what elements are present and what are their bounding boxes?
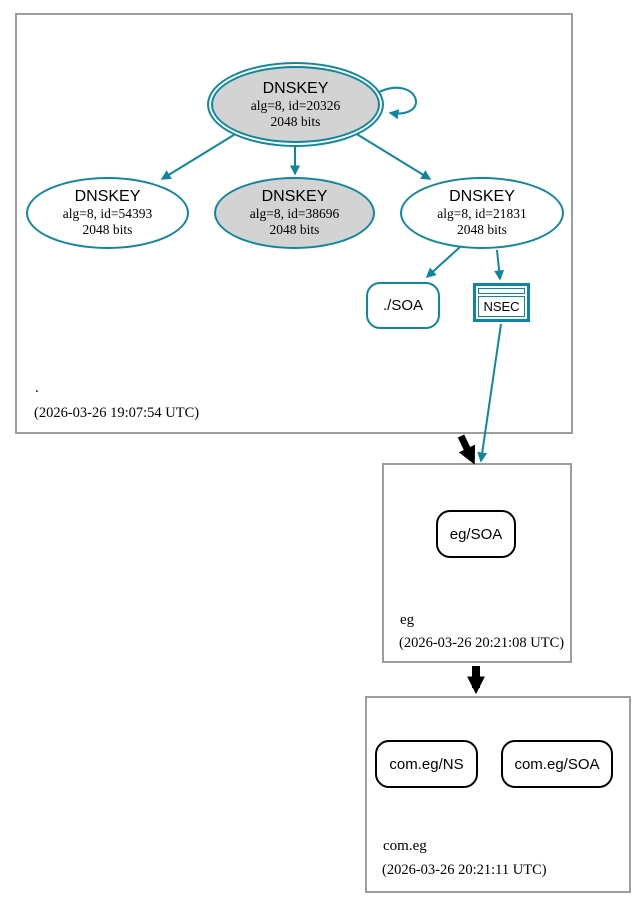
node-nsec[interactable]: [473, 283, 530, 322]
dnskey-bits: 2048 bits: [457, 222, 507, 237]
nsec-header-band: [478, 288, 525, 294]
edge-delegation-root-to-eg: [461, 436, 472, 459]
node-dnskey-20326[interactable]: [207, 62, 384, 147]
zone-timestamp-comeg: (2026-03-26 20:21:11 UTC): [382, 862, 547, 878]
node-dnskey-38696[interactable]: [214, 177, 375, 249]
rrset-label: eg/SOA: [449, 525, 503, 543]
node-dnskey-21831[interactable]: [400, 177, 564, 249]
zone-box-eg: [382, 463, 572, 663]
node-dnskey-54393[interactable]: [26, 177, 189, 249]
dnskey-type-label: DNSKEY: [74, 188, 141, 205]
dnskey-bits: 2048 bits: [270, 113, 321, 129]
zone-timestamp-root: (2026-03-26 19:07:54 UTC): [34, 405, 200, 421]
dnskey-alg-id: alg=8, id=20326: [250, 97, 341, 113]
dnskey-alg-id: alg=8, id=38696: [249, 206, 340, 221]
dnskey-alg-id: alg=8, id=21831: [437, 206, 527, 221]
dnskey-alg-id: alg=8, id=54393: [62, 206, 153, 221]
node-comeg-soa[interactable]: [501, 740, 613, 788]
dnskey-type-label: DNSKEY: [449, 188, 515, 205]
rrset-label: com.eg/NS: [389, 755, 464, 773]
rrset-label: com.eg/SOA: [514, 755, 600, 773]
nsec-label-cell: NSEC: [478, 296, 525, 317]
zone-label-comeg: com.eg: [383, 838, 427, 854]
node-root-soa[interactable]: [366, 282, 440, 329]
rrset-label: ./SOA: [382, 297, 423, 314]
dnskey-bits: 2048 bits: [269, 222, 320, 237]
node-dnskey-20326-inner: [211, 66, 380, 143]
dnskey-type-label: DNSKEY: [261, 188, 328, 205]
dnskey-bits: 2048 bits: [82, 222, 133, 237]
zone-timestamp-eg: (2026-03-26 20:21:08 UTC): [399, 635, 565, 651]
zone-label-root: .: [35, 380, 39, 396]
dnskey-type-label: DNSKEY: [262, 79, 329, 97]
node-eg-soa[interactable]: [436, 510, 516, 558]
node-comeg-ns[interactable]: [375, 740, 478, 788]
zone-label-eg: eg: [400, 612, 415, 628]
zone-box-comeg: [365, 696, 631, 893]
